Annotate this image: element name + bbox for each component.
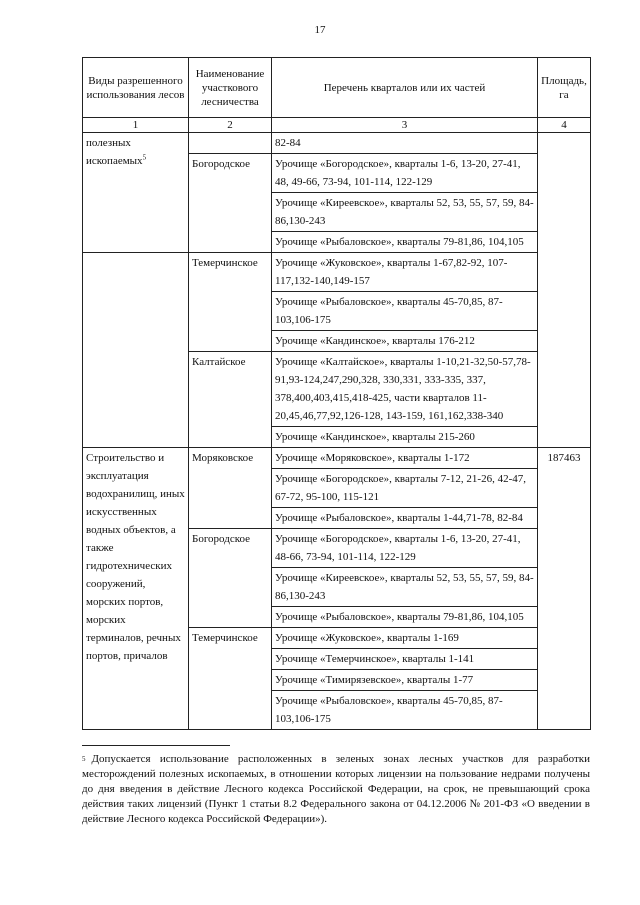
quarters-cell: 82-84 [272, 133, 538, 154]
quarters-cell: Урочище «Рыбаловское», кварталы 45-70,85, 87-103,106-175 [272, 691, 538, 730]
header-quarters: Перечень кварталов или их частей [272, 58, 538, 118]
footnote-text: Допускается использование расположенных в зеленых зонах лесных участков для разработки месторождений полезных ископаемых, в отношении которых лицензии на пользование недрами получены до дня введения в действие Лесного кодекса Российской Федерации, на срок, не превышающий срока действия таких лицензий (Пункт 1 статьи 8.2 Федерального закона от 04.12.2006 № 201-ФЗ «О введении в действие Лесного кодекса Российской Федерации»). [82, 753, 590, 825]
quarters-cell: Урочище «Богородское», кварталы 7-12, 21-26, 42-47, 67-72, 95-100, 115-121 [272, 469, 538, 508]
forestry-name: Темерчинское [189, 253, 272, 352]
column-number: 1 [83, 118, 189, 133]
quarters-cell: Урочище «Калтайское», кварталы 1-10,21-32,50-57,78-91,93-124,247,290,328, 330,331, 333-335, 337, 378,400,403,415,418-425, части кварталов 11-20,45,46,77,92,126-128, 143-159, 161,162,338-340 [272, 352, 538, 427]
use-type-label: полезных ископаемых [86, 137, 143, 167]
quarters-cell: Урочище «Богородское», кварталы 1-6, 13-20, 27-41, 48-66, 73-94, 101-114, 122-129 [272, 529, 538, 568]
quarters-cell: Урочище «Кандинское», кварталы 176-212 [272, 331, 538, 352]
header-area: Площадь, га [538, 58, 591, 118]
use-type-cell: Строительство и эксплуатация водохранилищ, иных искусственных водных объектов, а также гидротехнических сооружений, морских портов, морских терминалов, речных портов, причалов [83, 448, 189, 730]
footnote [82, 752, 590, 827]
footnote-ref: 5 [142, 153, 147, 162]
quarters-cell: Урочище «Рыбаловское», кварталы 1-44,71-78, 82-84 [272, 508, 538, 529]
quarters-cell: Урочище «Жуковское», кварталы 1-67,82-92, 107-117,132-140,149-157 [272, 253, 538, 292]
quarters-cell: Урочище «Темерчинское», кварталы 1-141 [272, 649, 538, 670]
footnote-mark: 5 [82, 755, 86, 763]
table-row [83, 253, 591, 292]
quarters-cell: Урочище «Тимирязевское», кварталы 1-77 [272, 670, 538, 691]
footnote-divider [82, 745, 230, 746]
quarters-cell: Урочище «Рыбаловское», кварталы 45-70,85, 87-103,106-175 [272, 292, 538, 331]
forestry-name: Моряковское [189, 448, 272, 529]
column-number: 3 [272, 118, 538, 133]
quarters-cell: Урочище «Кандинское», кварталы 215-260 [272, 427, 538, 448]
quarters-cell: Урочище «Рыбаловское», кварталы 79-81,86, 104,105 [272, 232, 538, 253]
page-number: 17 [314, 24, 326, 36]
area-value: 187463 [538, 448, 591, 730]
header-forestry: Наименование участкового лесничества [189, 58, 272, 118]
forestry-name: Калтайское [189, 352, 272, 448]
quarters-cell: Урочище «Богородское», кварталы 1-6, 13-20, 27-41, 48, 49-66, 73-94, 101-114, 122-129 [272, 154, 538, 193]
forestry-name: Богородское [189, 529, 272, 628]
table-row [83, 448, 591, 469]
quarters-cell: Урочище «Моряковское», кварталы 1-172 [272, 448, 538, 469]
forestry-name: Богородское [189, 154, 272, 253]
quarters-cell: Урочище «Киреевское», кварталы 52, 53, 55, 57, 59, 84-86,130-243 [272, 568, 538, 607]
forest-use-table [82, 57, 591, 730]
column-number-row [83, 118, 591, 133]
use-type-cell [83, 133, 189, 253]
quarters-cell: Урочище «Рыбаловское», кварталы 79-81,86, 104,105 [272, 607, 538, 628]
forestry-cell [189, 133, 272, 154]
header-use-type: Виды разрешенного использования лесов [83, 58, 189, 118]
table-row [83, 133, 591, 154]
table-header-row [83, 58, 591, 118]
quarters-cell: Урочище «Киреевское», кварталы 52, 53, 55, 57, 59, 84-86,130-243 [272, 193, 538, 232]
column-number: 4 [538, 118, 591, 133]
column-number: 2 [189, 118, 272, 133]
forestry-name: Темерчинское [189, 628, 272, 730]
use-type-cell [83, 253, 189, 448]
area-cell [538, 133, 591, 448]
quarters-cell: Урочище «Жуковское», кварталы 1-169 [272, 628, 538, 649]
